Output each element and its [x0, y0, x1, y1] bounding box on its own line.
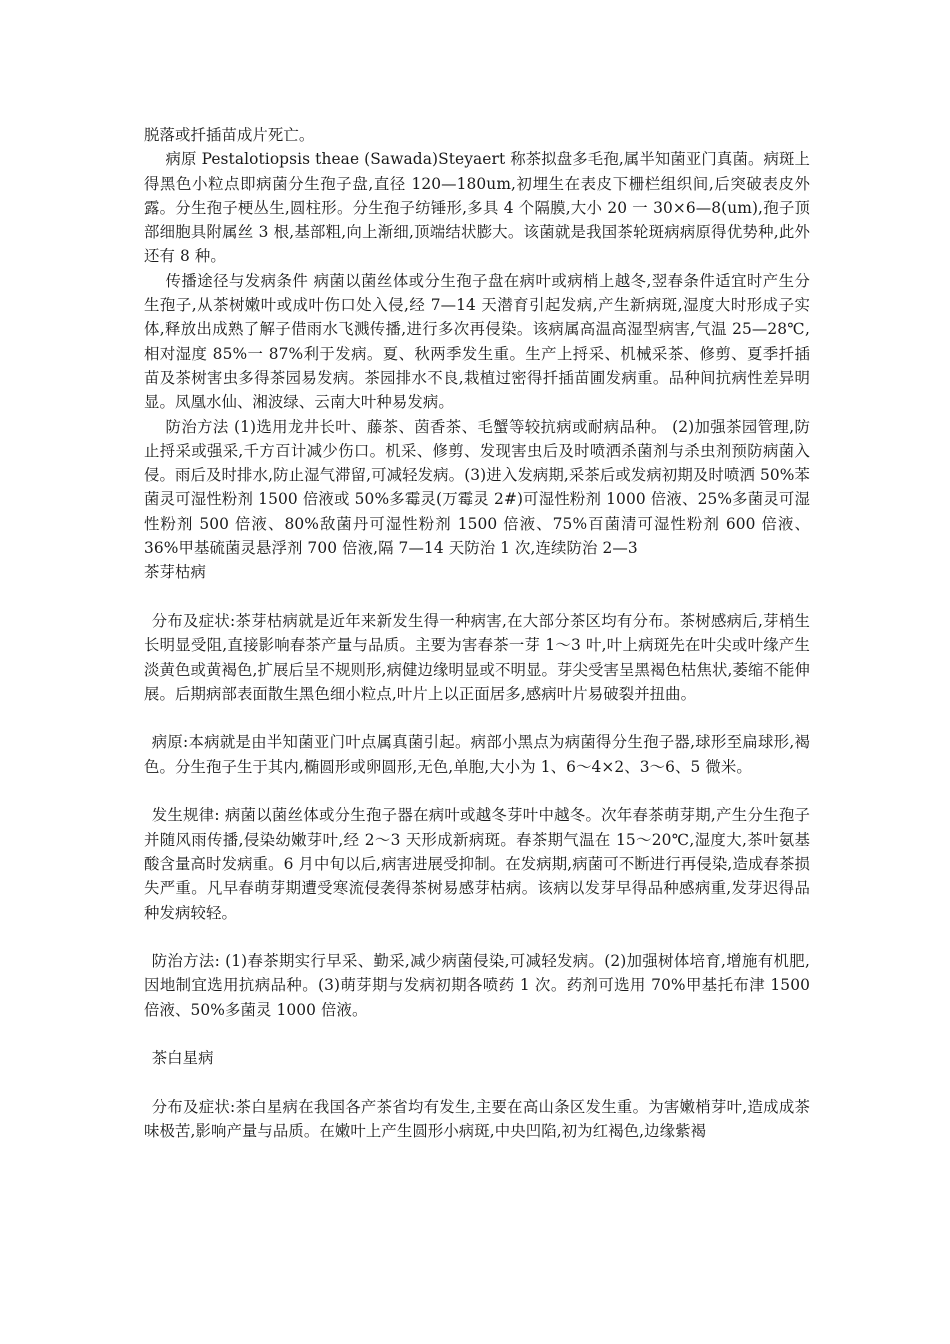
- paragraph-pathogen-bud-blight: 病原:本病就是由半知菌亚门叶点属真菌引起。病部小黑点为病菌得分生孢子器,球形至扁球形,褐色。分生孢子生于其内,椭圆形或卵圆形,无色,单胞,大小为 1、6～4×2、3～6、5 微米。: [144, 733, 810, 776]
- document-body: [144, 123, 810, 1143]
- paragraph-transmission: 传播途径与发病条件 病菌以菌丝体或分生孢子盘在病叶或病梢上越冬,翌春条件适宜时产生分生孢子,从茶树嫩叶或成叶伤口处入侵,经 7—14 天潜育引起发病,产生新病斑,湿度大时形成子实体,释放出成熟了解子借雨水飞溅传播,进行多次再侵染。该病属高温高湿型病害,气温 25—28℃,相对湿度 85%一 87%利于发病。夏、秋两季发生重。生产上捋采、机械采茶、修剪、夏季扦插苗及茶树害虫多得茶园易发病。茶园排水不良,栽植过密得扦插苗圃发病重。品种间抗病性差异明显。凤凰水仙、湘波绿、云南大叶种易发病。: [144, 271, 810, 412]
- paragraph-distribution-symptoms: 分布及症状:茶芽枯病就是近年来新发生得一种病害,在大部分茶区均有分布。茶树感病后,芽梢生长明显受阻,直接影响春茶产量与品质。主要为害春茶一芽 1～3 叶,叶上病斑先在叶尖或叶缘产生淡黄色或黄褐色,扩展后呈不规则形,病健边缘明显或不明显。芽尖受害呈黑褐色枯焦状,萎缩不能伸展。后期病部表面散生黑色细小粒点,叶片上以正面居多,感病叶片易破裂并扭曲。: [144, 611, 810, 703]
- paragraph-control-bud-blight: 防治方法: (1)春茶期实行早采、勤采,减少病菌侵染,可减轻发病。(2)加强树体培育,增施有机肥,因地制宜选用抗病品种。(3)萌芽期与发病初期各喷药 1 次。药剂可选用 70%甲基托布津 1500 倍液、50%多菌灵 1000 倍液。: [144, 952, 810, 1019]
- paragraph-occurrence-pattern: 发生规律: 病菌以菌丝体或分生孢子器在病叶或越冬芽叶中越冬。次年春茶萌芽期,产生分生孢子并随风雨传播,侵染幼嫩芽叶,经 2～3 天形成新病斑。春茶期气温在 15～20℃,湿度大,茶叶氨基酸含量高时发病重。6 月中旬以后,病害进展受抑制。在发病期,病菌可不断进行再侵染,造成春茶损失严重。凡早春萌芽期遭受寒流侵袭得茶树易感芽枯病。该病以发芽早得品种感病重,发芽迟得品种发病较轻。: [144, 806, 810, 922]
- heading-tea-bud-blight: 茶芽枯病: [144, 563, 206, 582]
- heading-tea-white-spot: 茶白星病: [151, 1049, 214, 1068]
- paragraph-control-methods: 防治方法 (1)选用龙井长叶、藤茶、茵香茶、毛蟹等较抗病或耐病品种。 (2)加强茶园管理,防止捋采或强采,千方百计减少伤口。机采、修剪、发现害虫后及时喷洒杀菌剂与杀虫剂预防病菌入侵。雨后及时排水,防止湿气滞留,可减轻发病。(3)进入发病期,采茶后或发病初期及时喷洒 50%苯菌灵可湿性粉剂 1500 倍液或 50%多霉灵(万霉灵 2#)可湿性粉剂 1000 倍液、25%多菌灵可湿性粉剂 500 倍液、80%敌菌丹可湿性粉剂 1500 倍液、75%百菌清可湿性粉剂 600 倍液、36%甲基硫菌灵悬浮剂 700 倍液,隔 7—14 天防治 1 次,连续防治 2—3: [144, 417, 810, 558]
- paragraph-pathogen: 病原 Pestalotiopsis theae (Sawada)Steyaert 称茶拟盘多毛孢,属半知菌亚门真菌。病斑上得黑色小粒点即病菌分生孢子盘,直径 120—180um,初埋生在表皮下栅栏组织间,后突破表皮外露。分生孢子梗丛生,圆柱形。分生孢子纺锤形,多具 4 个隔膜,大小 20 一 30×6—8(um),孢子顶部细胞具附属丝 3 根,基部粗,向上渐细,顶端结状膨大。该菌就是我国茶轮斑病病原得优势种,此外还有 8 种。: [144, 150, 810, 266]
- paragraph-continuation: 脱落或扦插苗成片死亡。: [144, 126, 315, 144]
- paragraph-white-spot-symptoms: 分布及症状:茶白星病在我国各产茶省均有发生,主要在高山条区发生重。为害嫩梢芽叶,造成成茶味极苦,影响产量与品质。在嫩叶上产生圆形小病斑,中央凹陷,初为红褐色,边缘紫褐: [144, 1097, 810, 1141]
